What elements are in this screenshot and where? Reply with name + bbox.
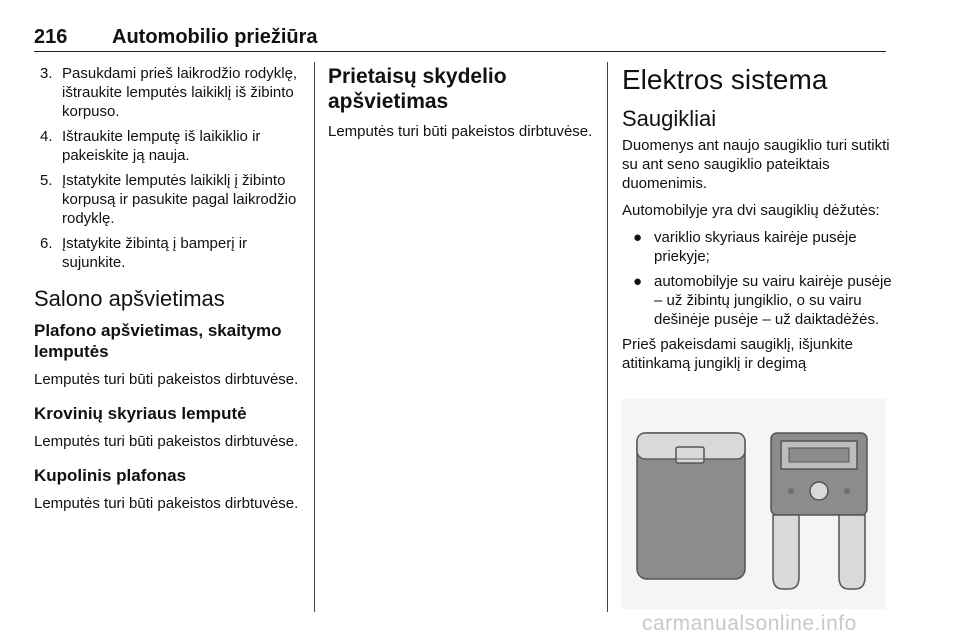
section-heading-fuses: Saugikliai [622,106,717,131]
column-divider-1 [314,62,315,612]
step-number: 6. [40,235,53,252]
step-number: 4. [40,128,53,145]
fuse-box-list [622,228,892,329]
paragraph: Lemputės turi būti pakeistos dirbtuvėse. [34,495,299,512]
list-item [622,228,892,266]
column-right [622,64,892,381]
bullet-text: variklio skyriaus kairėje pusėje priekyje; [654,229,857,265]
step-text: Įstatykite lemputės laikiklį į žibinto korpusą ir pasukite pagal laikrodžio rodyklę. [62,172,297,227]
paragraph: Lemputės turi būti pakeistos dirbtuvėse. [34,433,299,450]
fuse-illustration [621,399,886,609]
page-number: 216 [34,26,68,48]
paragraph: Duomenys ant naujo saugiklio turi sutikti su ant seno saugiklio pateiktais duomenimis. [622,137,890,192]
bullet-icon: ● [633,229,643,246]
section-heading-instrument-lighting: Prietaisų skydelio apšvietimas [328,65,507,113]
header-divider [34,51,886,52]
watermark-text: carmanualsonline.info [642,612,857,635]
chapter-heading-electrical-system: Elektros sistema [622,64,828,95]
list-item [34,234,302,272]
bullet-icon: ● [633,273,643,290]
column-middle [328,64,596,149]
step-text: Įstatykite žibintą į bamperį ir sujunkite. [62,235,248,271]
list-item [34,127,302,165]
subsection-heading: Kupolinis plafonas [34,466,187,485]
subsection-heading: Krovinių skyriaus lemputė [34,404,247,423]
bullet-text: automobilyje su vairu kairėje pusėje – už žibintų jungiklio, o su vairu dešinėje pusėje – už daiktadėžės. [654,273,892,328]
page-header [34,26,886,52]
step-number: 5. [40,172,53,189]
step-number: 3. [40,65,53,82]
list-item [34,64,302,121]
paragraph: Lemputės turi būti pakeistos dirbtuvėse. [34,371,299,388]
list-item [34,171,302,228]
step-text: Pasukdami prieš laikrodžio rodyklę, ištraukite lemputės laikiklį iš žibinto korpuso. [62,65,298,120]
paragraph: Lemputės turi būti pakeistos dirbtuvėse. [328,123,593,140]
section-heading-interior-lighting: Salono apšvietimas [34,286,225,311]
steps-list [34,64,302,272]
list-item [622,272,892,329]
subsection-heading: Plafono apšvietimas, skaitymo lemputės [34,321,282,361]
blade-fuse-icon [637,433,745,579]
paragraph: Prieš pakeisdami saugiklį, išjunkite atitinkamą jungiklį ir degimą [622,336,853,372]
paragraph: Automobilyje yra dvi saugiklių dėžutės: [622,202,880,219]
column-divider-2 [607,62,608,612]
step-text: Ištraukite lemputę iš laikiklio ir pakeiskite ją nauja. [62,128,261,164]
page-title: Automobilio priežiūra [112,26,318,48]
column-left [34,64,302,521]
